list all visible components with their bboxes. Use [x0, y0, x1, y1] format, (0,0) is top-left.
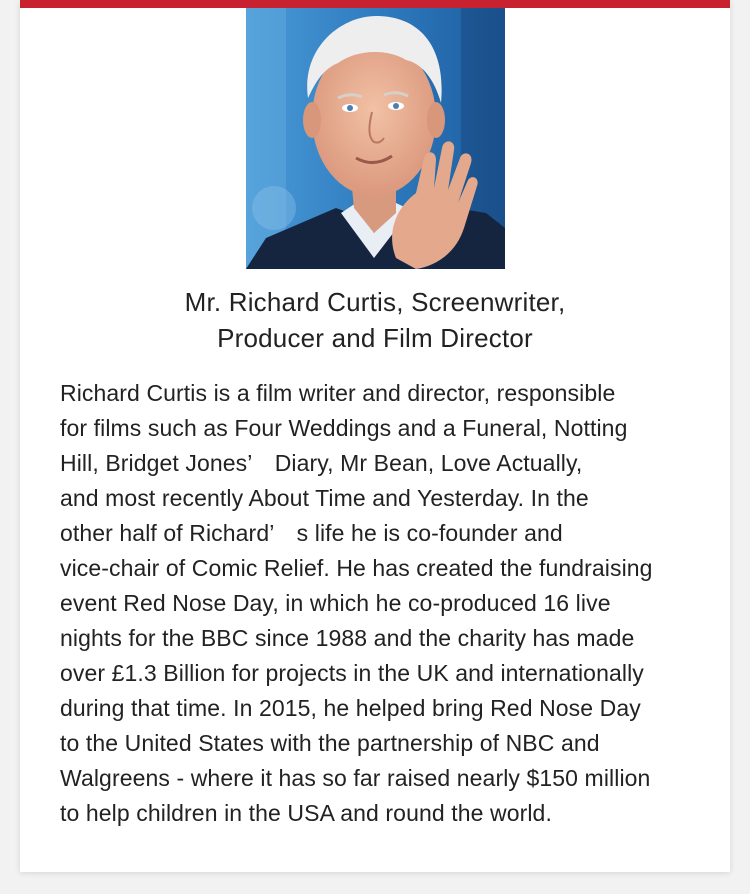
bio-line: and most recently About Time and Yesterday. In the [60, 485, 589, 511]
profile-card [20, 0, 730, 872]
bio-line: vice-chair of Comic Relief. He has created the fundraising [60, 555, 653, 581]
accent-top-bar [20, 0, 730, 8]
bio-line: nights for the BBC since 1988 and the charity has made [60, 625, 635, 651]
bio-line: to the United States with the partnership of NBC and [60, 730, 600, 756]
bio-line: to help children in the USA and round the world. [60, 800, 552, 826]
title-line-1: Mr. Richard Curtis, Screenwriter, [184, 287, 566, 317]
bio-line: Hill, Bridget Jones’ Diary, Mr Bean, Love Actually, [60, 450, 583, 476]
page-title [20, 284, 730, 356]
bio-line: during that time. In 2015, he helped bring Red Nose Day [60, 695, 641, 721]
bio-line: for films such as Four Weddings and a Funeral, Notting [60, 415, 628, 441]
bio-line: over £1.3 Billion for projects in the UK and internationally [60, 660, 644, 686]
bio-line: event Red Nose Day, in which he co-produced 16 live [60, 590, 611, 616]
title-line-2: Producer and Film Director [217, 323, 533, 353]
bio-line: Richard Curtis is a film writer and director, responsible [60, 380, 616, 406]
bio-line: Walgreens - where it has so far raised nearly $150 million [60, 765, 651, 791]
bio-text [60, 376, 720, 831]
portrait-illustration [246, 8, 505, 269]
portrait-photo [246, 8, 505, 269]
bio-line: other half of Richard’ s life he is co-founder and [60, 520, 563, 546]
